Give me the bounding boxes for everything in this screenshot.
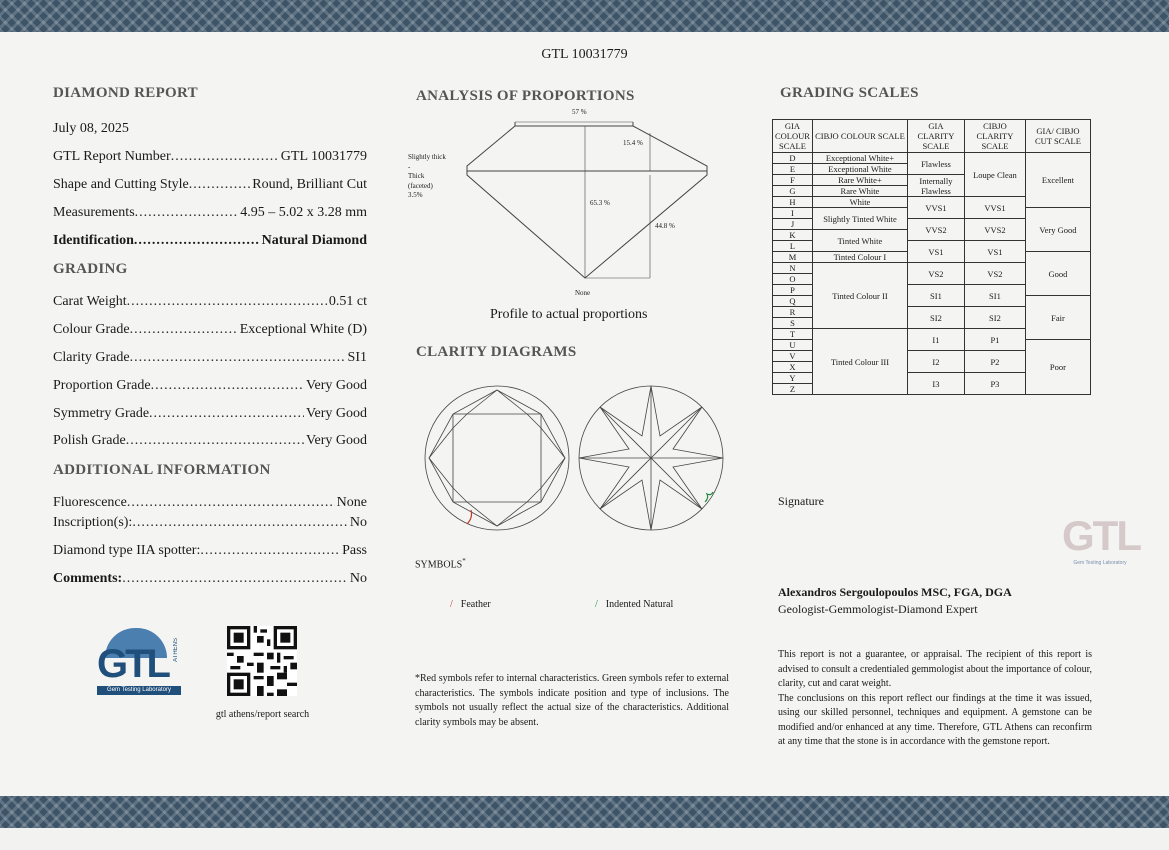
symmetry-row: Symmetry Grade ..... Very Good <box>53 406 367 422</box>
header-cibjo-colour: CIBJO COLOUR SCALE <box>812 120 907 153</box>
symbols-label: SYMBOLS* <box>415 557 466 571</box>
report-number-row: GTL Report Number ..... GTL 10031779 <box>53 149 367 165</box>
clarity-row: Clarity Grade ..... SI1 <box>53 350 367 366</box>
depth-percent: 65.3 % <box>590 199 610 207</box>
measurements-row: Measurements ..... 4.95 – 5.02 x 3.28 mm <box>53 205 367 221</box>
header-cut: GIA/ CIBJO CUT SCALE <box>1025 120 1090 153</box>
indented-natural-symbol-icon: / <box>595 599 598 610</box>
gtl-logo: GTL ATHENS Gem Testing Laboratory <box>95 628 185 696</box>
disclaimer: This report is not a guarantee, or appraisal. The recipient of this report is advised to consult a credentialed gemmologist about the importance of colour, clarity, cut and carat weight. The conclusions on this report reflect our findings at the time it was issued, using our skilled personnel, techniques and equipment. A gemstone can be modified and/or enhanced at any time. Therefore, GTL Athens can reconfirm at any time that the stone is in accordance with the gemstone report. <box>778 649 1092 747</box>
proportion-row: Proportion Grade ..... Very Good <box>53 378 367 394</box>
grading-scales-table: GIA COLOUR SCALE CIBJO COLOUR SCALE GIA CLARITY SCALE CIBJO CLARITY SCALE GIA/ CIBJO CUT SCALE D Exceptional White+ Flawless Loupe Clean Excellent E Exceptional White F Rare White+ Internally Flawless G Rare White H White VVS1 VVS1 I Slightly Tinted White Very Good J VVS2 VVS2 K Tinted White L VS1 VS1 M Tinted Colour I Good N Tinted Colour II VS2 VS2 O P SI1 SI1 Q Fair R SI2 SI2 S T Tinted Colour III I1 P1 U Poor V I2 P2 X Y I3 P3 Z <box>772 119 1091 395</box>
inscription-row: Inscription(s): ..... No <box>53 515 367 531</box>
signature-label: Signature <box>778 494 824 508</box>
carat-row: Carat Weight ..... 0.51 ct <box>53 294 367 310</box>
header-gia-colour: GIA COLOUR SCALE <box>773 120 813 153</box>
feather-mark <box>467 510 472 524</box>
culet-value: None <box>575 289 591 297</box>
diamond-report-title: DIAMOND REPORT <box>53 85 198 101</box>
signer-name: Alexandros Sergoulopoulos MSC, FGA, DGA <box>778 585 1012 599</box>
qr-code[interactable] <box>227 626 297 696</box>
report-date: July 08, 2025 <box>53 121 129 136</box>
symbol-indented-natural: / Indented Natural <box>595 599 674 610</box>
symbols-note: *Red symbols refer to internal characteristics. Green symbols refer to external characteristics. The symbols indicate position and type of inclusions. The symbols not usually reflect the actual size of the characteristics. Additional clarity symbols may be absent. <box>415 673 729 728</box>
gtl-stamp: GTL Gem Testing Laboratory <box>1062 512 1140 566</box>
proportions-title: ANALYSIS OF PROPORTIONS <box>416 88 635 104</box>
report-number-header: GTL 10031779 <box>541 47 628 62</box>
qr-caption: gtl athens/report search <box>215 709 310 720</box>
fluorescence-row: Fluorescence ..... None <box>53 495 367 511</box>
proportion-profile-diagram <box>405 105 725 305</box>
header-cibjo-clarity: CIBJO CLARITY SCALE <box>964 120 1025 153</box>
identification-row: Identification ..... Natural Diamond <box>53 233 367 249</box>
table-percent: 57 % <box>572 108 587 116</box>
pavilion-view-diagram <box>577 384 725 532</box>
grading-heading: GRADING <box>53 261 128 277</box>
header-gia-clarity: GIA CLARITY SCALE <box>907 120 964 153</box>
grading-scales-title: GRADING SCALES <box>780 85 919 101</box>
symbol-feather: / Feather <box>450 599 491 610</box>
crown-percent: 15.4 % <box>623 139 643 147</box>
clarity-diagrams-title: CLARITY DIAGRAMS <box>416 344 577 360</box>
feather-symbol-icon: / <box>450 599 453 610</box>
shape-row: Shape and Cutting Style ..... Round, Brilliant Cut <box>53 177 367 193</box>
signer-title: Geologist-Gemmologist-Diamond Expert <box>778 602 978 616</box>
pavilion-percent: 44.8 % <box>655 222 675 230</box>
polish-row: Polish Grade ..... Very Good <box>53 433 367 449</box>
crown-view-diagram <box>423 384 571 532</box>
top-border-band <box>0 0 1169 32</box>
spotter-row: Diamond type IIA spotter: ..... Pass <box>53 543 367 559</box>
bottom-border-band <box>0 796 1169 828</box>
additional-info-heading: ADDITIONAL INFORMATION <box>53 462 271 478</box>
profile-caption: Profile to actual proportions <box>490 307 648 322</box>
girdle-description: Slightly thick - Thick (faceted) 3.5% <box>408 153 446 199</box>
colour-row: Colour Grade ..... Exceptional White (D) <box>53 322 367 338</box>
comments-row: Comments: ..... No <box>53 571 367 587</box>
